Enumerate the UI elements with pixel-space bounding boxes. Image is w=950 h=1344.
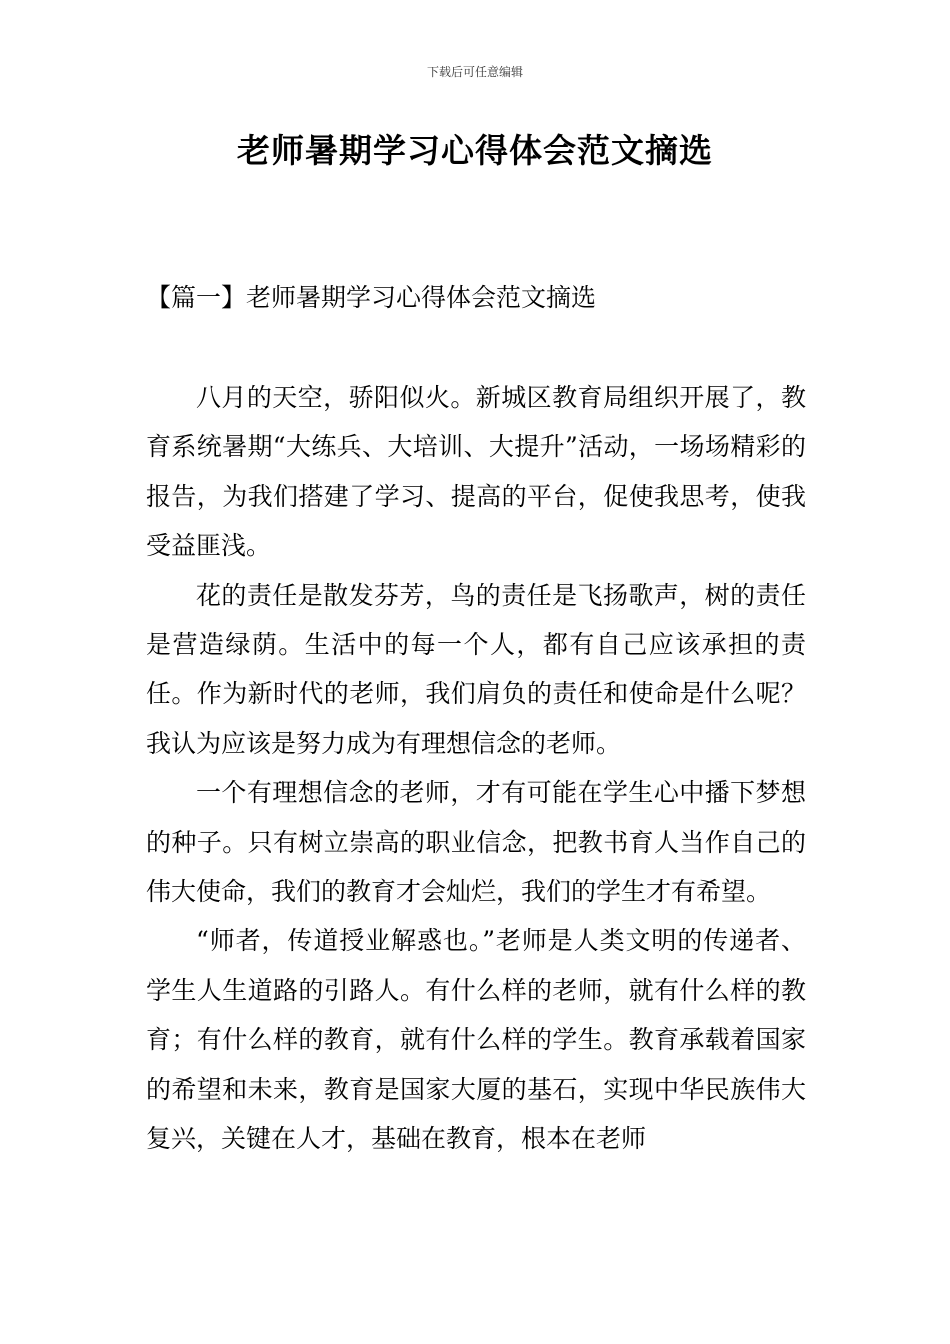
header-note: 下载后可任意编辑: [426, 65, 523, 79]
paragraph: 一个有理想信念的老师，才有可能在学生心中播下梦想的种子。只有树立崇高的职业信念，把教书育人当作自己的伟大使命，我们的教育才会灿烂，我们的学生才有希望。: [146, 778, 806, 907]
paragraph: “师者，传道授业解惑也。”老师是人类文明的传递者、学生人生道路的引路人。有什么样的老师，就有什么样的教育；有什么样的教育，就有什么样的学生。教育承载着国家的希望和未来，教育是国家大厦的基石，实现中华民族伟大复兴，关键在人才，基础在教育，根本在老师: [146, 926, 806, 1154]
section-heading: 【篇一】老师暑期学习心得体会范文摘选: [146, 283, 597, 312]
paragraph: 八月的天空，骄阳似火。新城区教育局组织开展了，教育系统暑期“大练兵、大培训、大提升”活动，一场场精彩的报告，为我们搭建了学习、提高的平台，促使我思考，使我受益匪浅。: [146, 383, 806, 561]
paragraph: 花的责任是散发芬芳，鸟的责任是飞扬歌声，树的责任是营造绿荫。生活中的每一个人，都有自己应该承担的责任。作为新时代的老师，我们肩负的责任和使命是什么呢？我认为应该是努力成为有理想信念的老师。: [146, 580, 806, 758]
document-title: 老师暑期学习心得体会范文摘选: [237, 131, 713, 170]
body-text: [146, 373, 806, 1164]
